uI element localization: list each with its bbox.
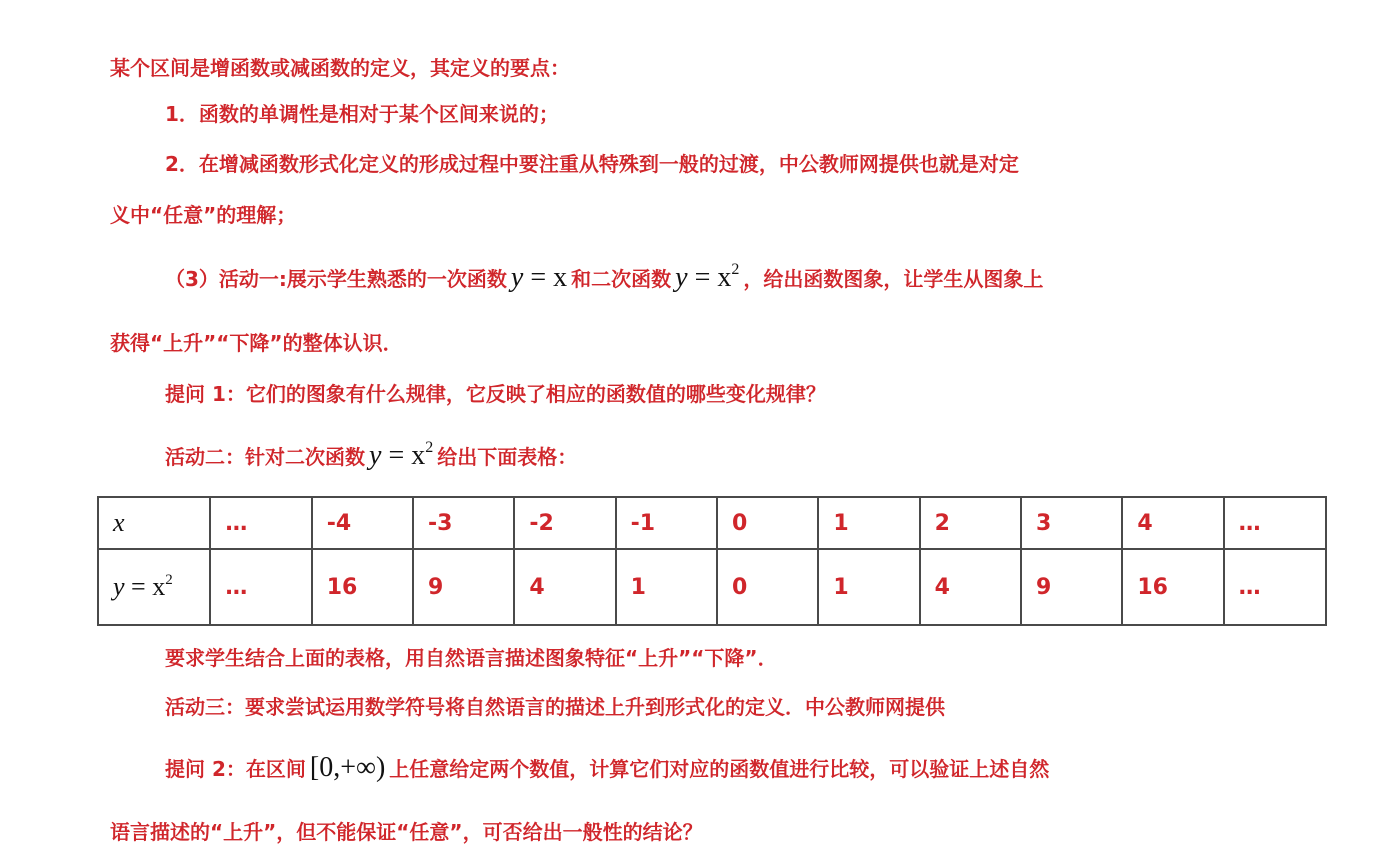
- table-cell: 0: [717, 497, 818, 549]
- table-cell: …: [1224, 549, 1326, 625]
- table-cell: -1: [616, 497, 717, 549]
- line-question-2-cont: 语言描述的“上升”，但不能保证“任意”，可否给出一般性的结论？: [110, 820, 703, 844]
- activity-2-text-a: 活动二：针对二次函数: [165, 445, 365, 469]
- row-label-x: x: [98, 497, 210, 549]
- line-activity-1-cont: 获得“上升”“下降”的整体认识．: [110, 331, 403, 355]
- line-point-1: 1．函数的单调性是相对于某个区间来说的；: [165, 102, 559, 126]
- question-2-text-b: 上任意给定两个数值，计算它们对应的函数值进行比较，可以验证上述自然: [389, 757, 1050, 781]
- table-cell: …: [1224, 497, 1326, 549]
- activity-2-text-b: 给出下面表格：: [437, 445, 578, 469]
- line-definition-intro: 某个区间是增函数或减函数的定义，其定义的要点：: [110, 56, 570, 80]
- values-table: [97, 496, 1327, 626]
- activity-1-text-b: 和二次函数: [571, 267, 672, 291]
- table-cell: 3: [1021, 497, 1122, 549]
- line-point-2: 2．在增减函数形式化定义的形成过程中要注重从特殊到一般的过渡，中公教师网提供也就是对定: [165, 152, 1019, 176]
- table-cell: 1: [818, 549, 919, 625]
- table-cell: …: [210, 549, 311, 625]
- table-cell: 0: [717, 549, 818, 625]
- table-row-y: [98, 549, 1326, 625]
- table-cell: -2: [514, 497, 615, 549]
- line-requirement: 要求学生结合上面的表格，用自然语言描述图象特征“上升”“下降”．: [165, 646, 778, 670]
- row-label-y: $y = x^2$: [98, 549, 210, 625]
- activity-1-text-c: ，给出函数图象，让学生从图象上: [743, 267, 1044, 291]
- table-cell: …: [210, 497, 311, 549]
- line-question-1: 提问 1：它们的图象有什么规律，它反映了相应的函数值的哪些变化规律？: [165, 382, 826, 406]
- table-cell: 16: [1122, 549, 1223, 625]
- table-cell: 4: [514, 549, 615, 625]
- table-cell: 4: [920, 549, 1021, 625]
- table-cell: 9: [413, 549, 514, 625]
- table-cell: 9: [1021, 549, 1122, 625]
- table-cell: -3: [413, 497, 514, 549]
- line-activity-3: 活动三：要求尝试运用数学符号将自然语言的描述上升到形式化的定义．中公教师网提供: [165, 695, 945, 719]
- question-2-text-a: 提问 2：在区间: [165, 757, 306, 781]
- quadratic-function-formula-2: $y = x^2$: [369, 439, 434, 471]
- table-cell: 4: [1122, 497, 1223, 549]
- line-activity-1: [165, 262, 1043, 292]
- interval-formula: [0,+∞): [309, 752, 386, 783]
- table-cell: 16: [312, 549, 413, 625]
- table-cell: 1: [616, 549, 717, 625]
- line-question-2: [165, 754, 1049, 782]
- table-row-x: [98, 497, 1326, 549]
- activity-1-text-a: （3）活动一:展示学生熟悉的一次函数: [165, 267, 507, 291]
- table-cell: 1: [818, 497, 919, 549]
- quadratic-function-formula: $y = x^2$: [675, 261, 740, 293]
- table-cell: -4: [312, 497, 413, 549]
- line-activity-2: [165, 440, 577, 470]
- line-point-2-cont: 义中“任意”的理解；: [110, 203, 297, 227]
- table-cell: 2: [920, 497, 1021, 549]
- linear-function-formula: y = x: [510, 262, 568, 293]
